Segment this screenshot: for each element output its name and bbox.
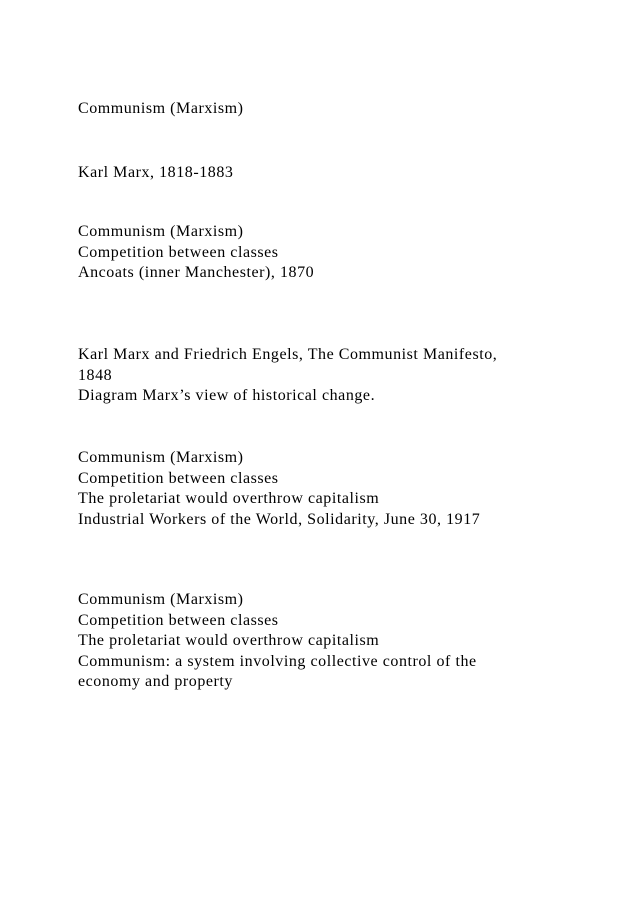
caption-line: Ancoats (inner Manchester), 1870 <box>78 264 315 281</box>
bullet-line: Competition between classes <box>78 611 279 629</box>
slide-title-block <box>78 99 548 120</box>
heading-line: Communism (Marxism) <box>78 591 244 608</box>
caption-line: Industrial Workers of the World, Solidarity, June 30, 1917 <box>78 510 481 528</box>
portrait-caption-block <box>78 163 548 184</box>
bullet-line: The proletariat would overthrow capitalism <box>78 632 380 649</box>
caption-line: Karl Marx and Friedrich Engels, The Communist Manifesto, <box>78 346 498 363</box>
slide-notes-block <box>78 222 548 284</box>
slide-notes-block <box>78 590 548 693</box>
instruction-line: Diagram Marx’s view of historical change. <box>78 387 376 404</box>
slide-notes-block <box>78 448 548 530</box>
definition-line: Communism: a system involving collective control of the <box>78 652 477 670</box>
manifesto-caption-block <box>78 345 548 407</box>
caption-line: 1848 <box>78 366 113 384</box>
caption-line: Karl Marx, 1818-1883 <box>78 164 234 181</box>
bullet-line: Competition between classes <box>78 469 279 487</box>
definition-line: economy and property <box>78 673 233 690</box>
bullet-line: Competition between classes <box>78 243 279 261</box>
heading-line: Communism (Marxism) <box>78 449 244 466</box>
bullet-line: The proletariat would overthrow capitalism <box>78 490 380 507</box>
heading-line: Communism (Marxism) <box>78 223 244 240</box>
heading-line: Communism (Marxism) <box>78 100 244 117</box>
